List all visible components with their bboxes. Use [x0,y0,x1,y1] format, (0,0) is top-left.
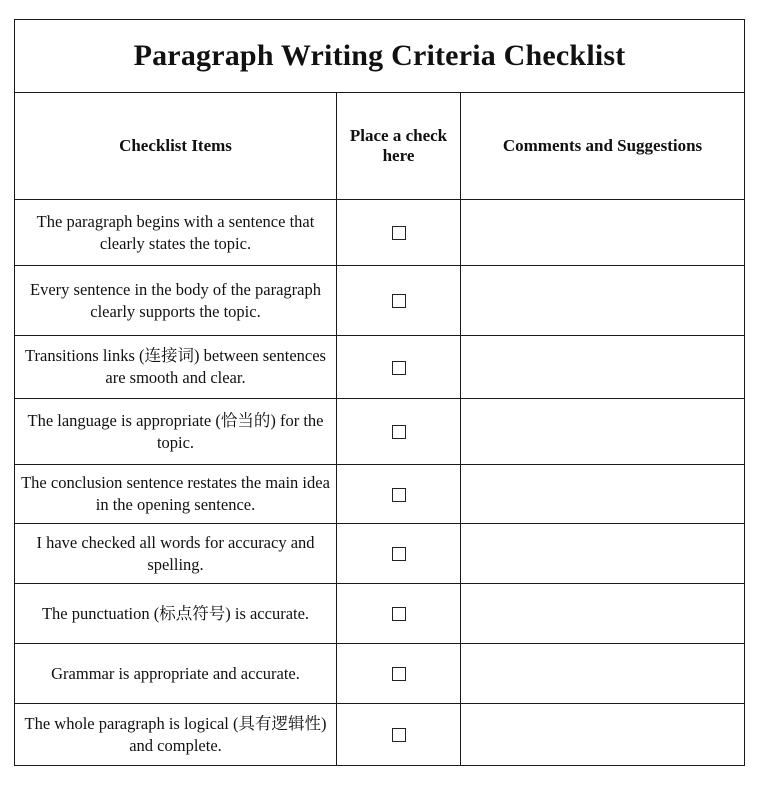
checklist-item-text: The language is appropriate (恰当的) for the topic. [15,399,337,465]
checkbox[interactable] [392,361,406,375]
checkbox-cell [337,644,461,704]
checkbox[interactable] [392,728,406,742]
comment-cell[interactable] [461,336,745,399]
table-row [15,266,745,336]
page-title: Paragraph Writing Criteria Checklist [15,20,745,93]
checkbox[interactable] [392,667,406,681]
checklist-item-text: The paragraph begins with a sentence that clearly states the topic. [15,200,337,266]
checklist-item-text: Every sentence in the body of the paragraph clearly supports the topic. [15,266,337,336]
table-row [15,399,745,465]
comment-cell[interactable] [461,644,745,704]
comment-cell[interactable] [461,266,745,336]
checklist-item-text: The whole paragraph is logical (具有逻辑性) and complete. [15,704,337,766]
table-row [15,584,745,644]
checkbox-cell [337,524,461,584]
checkbox-cell [337,704,461,766]
comment-cell[interactable] [461,524,745,584]
header-place-check: Place a check here [337,93,461,200]
header-comments: Comments and Suggestions [461,93,745,200]
table-row [15,644,745,704]
checkbox[interactable] [392,488,406,502]
checkbox[interactable] [392,607,406,621]
checkbox-cell [337,336,461,399]
checklist-item-text: The conclusion sentence restates the main idea in the opening sentence. [15,465,337,524]
checkbox-cell [337,266,461,336]
table-row [15,465,745,524]
checklist-item-text: Grammar is appropriate and accurate. [15,644,337,704]
checkbox-cell [337,399,461,465]
checklist-item-text: The punctuation (标点符号) is accurate. [15,584,337,644]
checklist-table [14,19,745,766]
comment-cell[interactable] [461,465,745,524]
checklist-rows [15,200,745,766]
table-row [15,524,745,584]
table-row [15,200,745,266]
checkbox[interactable] [392,294,406,308]
checkbox[interactable] [392,226,406,240]
title-row [15,20,745,93]
checkbox[interactable] [392,425,406,439]
comment-cell[interactable] [461,399,745,465]
comment-cell[interactable] [461,704,745,766]
checkbox-cell [337,584,461,644]
table-row [15,704,745,766]
checkbox-cell [337,200,461,266]
header-checklist-items: Checklist Items [15,93,337,200]
checklist-item-text: Transitions links (连接词) between sentences are smooth and clear. [15,336,337,399]
table-row [15,336,745,399]
header-row [15,93,745,200]
comment-cell[interactable] [461,200,745,266]
checkbox[interactable] [392,547,406,561]
checklist-item-text: I have checked all words for accuracy and spelling. [15,524,337,584]
comment-cell[interactable] [461,584,745,644]
checkbox-cell [337,465,461,524]
